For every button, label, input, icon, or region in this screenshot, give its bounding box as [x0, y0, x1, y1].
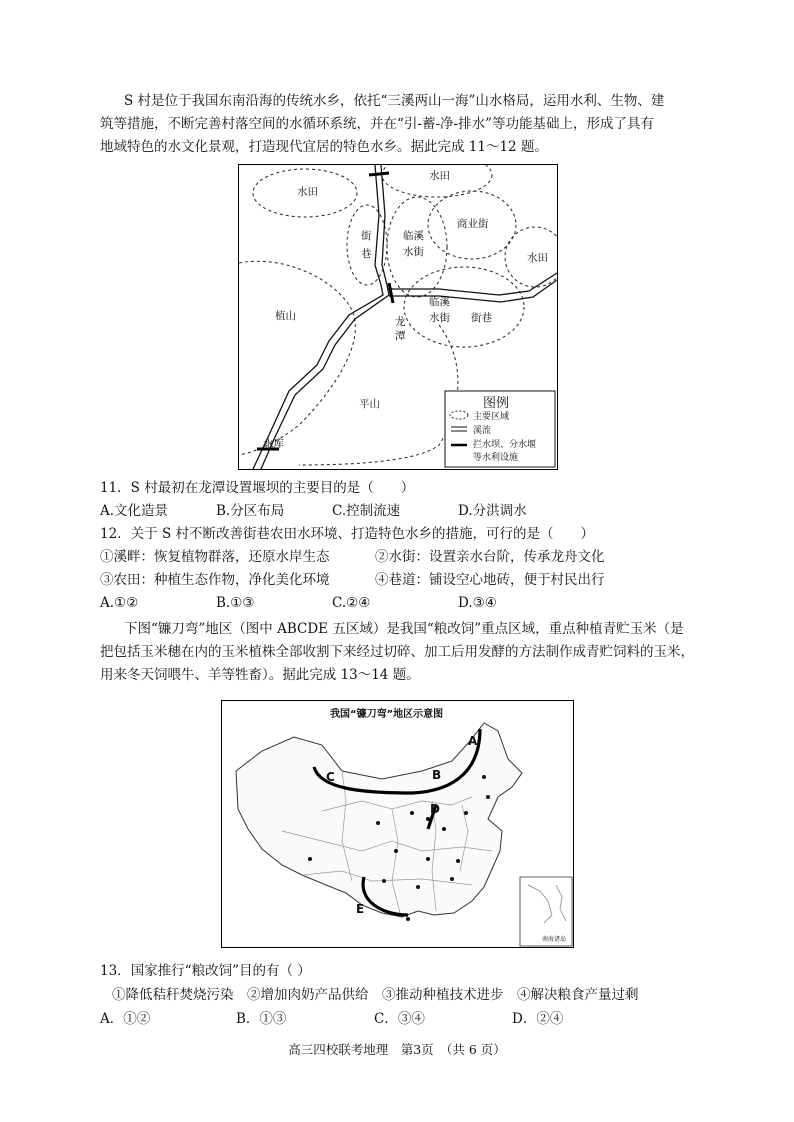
legend-weir-1: 拦水坝、分水堰 — [473, 440, 537, 450]
q12-options — [100, 592, 700, 615]
city-dot — [442, 827, 446, 831]
intro-2-line-2: 把包括玉米穗在内的玉米植株全部收割下来经过切碎、加工后用发酵的方法制作成青贮饲料的玉米， — [100, 644, 694, 660]
intro-1-line-2: 筑等措施，不断完善村落空间的水循环系统，并在“引-蓄-净-排水”等功能基础上，形成了具有 — [100, 116, 654, 132]
china-outline — [236, 723, 522, 917]
region-label-a: A — [468, 734, 478, 748]
intro-1-line-1: S 村是位于我国东南沿海的传统水乡，依托“三溪两山一海”山水格局，运用水利、生物、建 — [124, 93, 665, 109]
label-water-street-s-1: 临溪 — [429, 296, 450, 308]
legend-weir-2: 等水利设施 — [473, 453, 519, 463]
region-label-b: B — [432, 768, 442, 782]
city-dot — [410, 811, 414, 815]
q12-statement-2: ②水街：设置亲水台阶，传承龙舟文化 — [375, 549, 605, 565]
legend-area: 主要区域 — [473, 412, 510, 422]
region-label-c: C — [326, 770, 335, 784]
q12-option-d[interactable]: D.③④ — [458, 595, 497, 611]
city-dot — [394, 849, 398, 853]
q12-statement-4: ④巷道：铺设空心地砖，便于村民出行 — [375, 572, 605, 588]
weir-north — [369, 173, 389, 175]
city-dot — [406, 917, 410, 921]
legend-stream: 溪流 — [473, 426, 492, 436]
city-dot — [416, 885, 420, 889]
label-pool-2: 潭 — [395, 330, 406, 342]
intro-1-line-3: 地域特色的水文化景观，打造现代宜居的特色水乡。据此完成 11～12 题。 — [100, 139, 548, 155]
legend-title: 图例 — [483, 396, 510, 411]
q11-option-a[interactable]: A.文化造景 — [100, 503, 169, 519]
label-water-street-s-2: 水街 — [429, 312, 450, 324]
city-dot — [382, 879, 386, 883]
village-water-map — [238, 164, 558, 470]
intro-paragraph-2 — [100, 618, 700, 687]
region-zhi-mountain — [239, 261, 355, 455]
region-water-street-s — [404, 267, 524, 347]
q13-option-c[interactable]: C．③④ — [374, 1011, 425, 1027]
city-dot — [482, 775, 486, 779]
label-alley-w-2: 巷 — [361, 248, 372, 260]
intro-2-line-1: 下图“镰刀弯”地区（图中 ABCDE 五区域）是我国“粮改饲”重点区域，重点种植青贮玉米（是 — [124, 621, 684, 637]
label-water-street-n-1: 临溪 — [403, 230, 424, 242]
q13-option-b[interactable]: B．①③ — [236, 1011, 287, 1027]
q13-option-a[interactable]: A．①② — [100, 1011, 151, 1027]
intro-2-line-3: 用来冬天饲喂牛、羊等牲畜）。据此完成 13～14 题。 — [100, 667, 420, 683]
village-map-svg — [239, 165, 557, 469]
city-dot — [456, 859, 460, 863]
map2-title: 我国“镰刀弯”地区示意图 — [330, 709, 444, 720]
label-paddy-nw: 水田 — [297, 186, 318, 198]
q12-option-b[interactable]: B.①③ — [216, 595, 255, 611]
city-dot — [376, 821, 380, 825]
stream-east-lower — [389, 280, 557, 302]
label-zhi-mountain: 植山 — [275, 310, 296, 322]
label-ping-mountain: 平山 — [359, 398, 380, 410]
q11-stem: 11．S 村最初在龙潭设置堰坝的主要目的是（ ） — [100, 480, 415, 496]
intro-paragraph-1 — [100, 90, 700, 159]
q11-option-d[interactable]: D.分洪调水 — [458, 503, 527, 519]
q13-statements: ①降低秸秆焚烧污染 ②增加肉奶产品供给 ③推动种植技术进步 ④解决粮食产量过剩 — [112, 987, 639, 1003]
q13-option-d[interactable]: D．②④ — [512, 1011, 564, 1027]
city-dot — [486, 795, 490, 799]
label-pool-1: 龙 — [395, 316, 406, 328]
q12-statement-1: ①溪畔：恢复植物群落，还原水岸生态 — [100, 549, 330, 565]
region-alley-w — [347, 205, 387, 285]
stream-main-left — [253, 165, 383, 469]
q11-option-b[interactable]: B.分区布局 — [216, 503, 285, 519]
weir-longtan — [389, 283, 393, 303]
q13-options — [100, 1008, 700, 1031]
china-sickle-map — [221, 700, 574, 948]
label-water-street-n-2: 水街 — [403, 246, 424, 258]
region-label-d: D — [430, 802, 440, 816]
label-paddy-n: 水田 — [429, 170, 450, 182]
city-dot — [450, 877, 454, 881]
q12-stem: 12．关于 S 村不断改善街巷农田水环境、打造特色水乡的措施，可行的是（ ） — [100, 526, 595, 542]
label-reservoir: 水库 — [263, 438, 284, 450]
city-dot — [308, 857, 312, 861]
q11-option-c[interactable]: C.控制流速 — [332, 503, 401, 519]
q13-stem: 13．国家推行“粮改饲”目的有（ ） — [100, 963, 311, 979]
q12-option-a[interactable]: A.①② — [100, 595, 139, 611]
city-dot — [426, 857, 430, 861]
label-commercial: 商业街 — [457, 218, 489, 230]
map1-legend — [445, 391, 555, 467]
label-paddy-e: 水田 — [527, 252, 548, 264]
q12-option-c[interactable]: C.②④ — [332, 595, 371, 611]
label-alley-e: 街巷 — [471, 312, 492, 324]
q11-options — [100, 500, 700, 523]
region-label-e: E — [356, 902, 365, 916]
inset-label: 南海诸岛 — [542, 936, 567, 943]
page-footer: 高三四校联考地理 第3页 （共 6 页） — [288, 1042, 506, 1057]
label-alley-w-1: 街 — [361, 230, 372, 242]
china-map-svg — [222, 701, 573, 947]
city-dot — [464, 811, 468, 815]
stream-east-upper — [387, 273, 557, 295]
region-ping-mountain — [299, 325, 458, 465]
q12-statement-3: ③农田：种植生态作物，净化美化环境 — [100, 572, 330, 588]
south-sea-inset — [520, 877, 572, 946]
